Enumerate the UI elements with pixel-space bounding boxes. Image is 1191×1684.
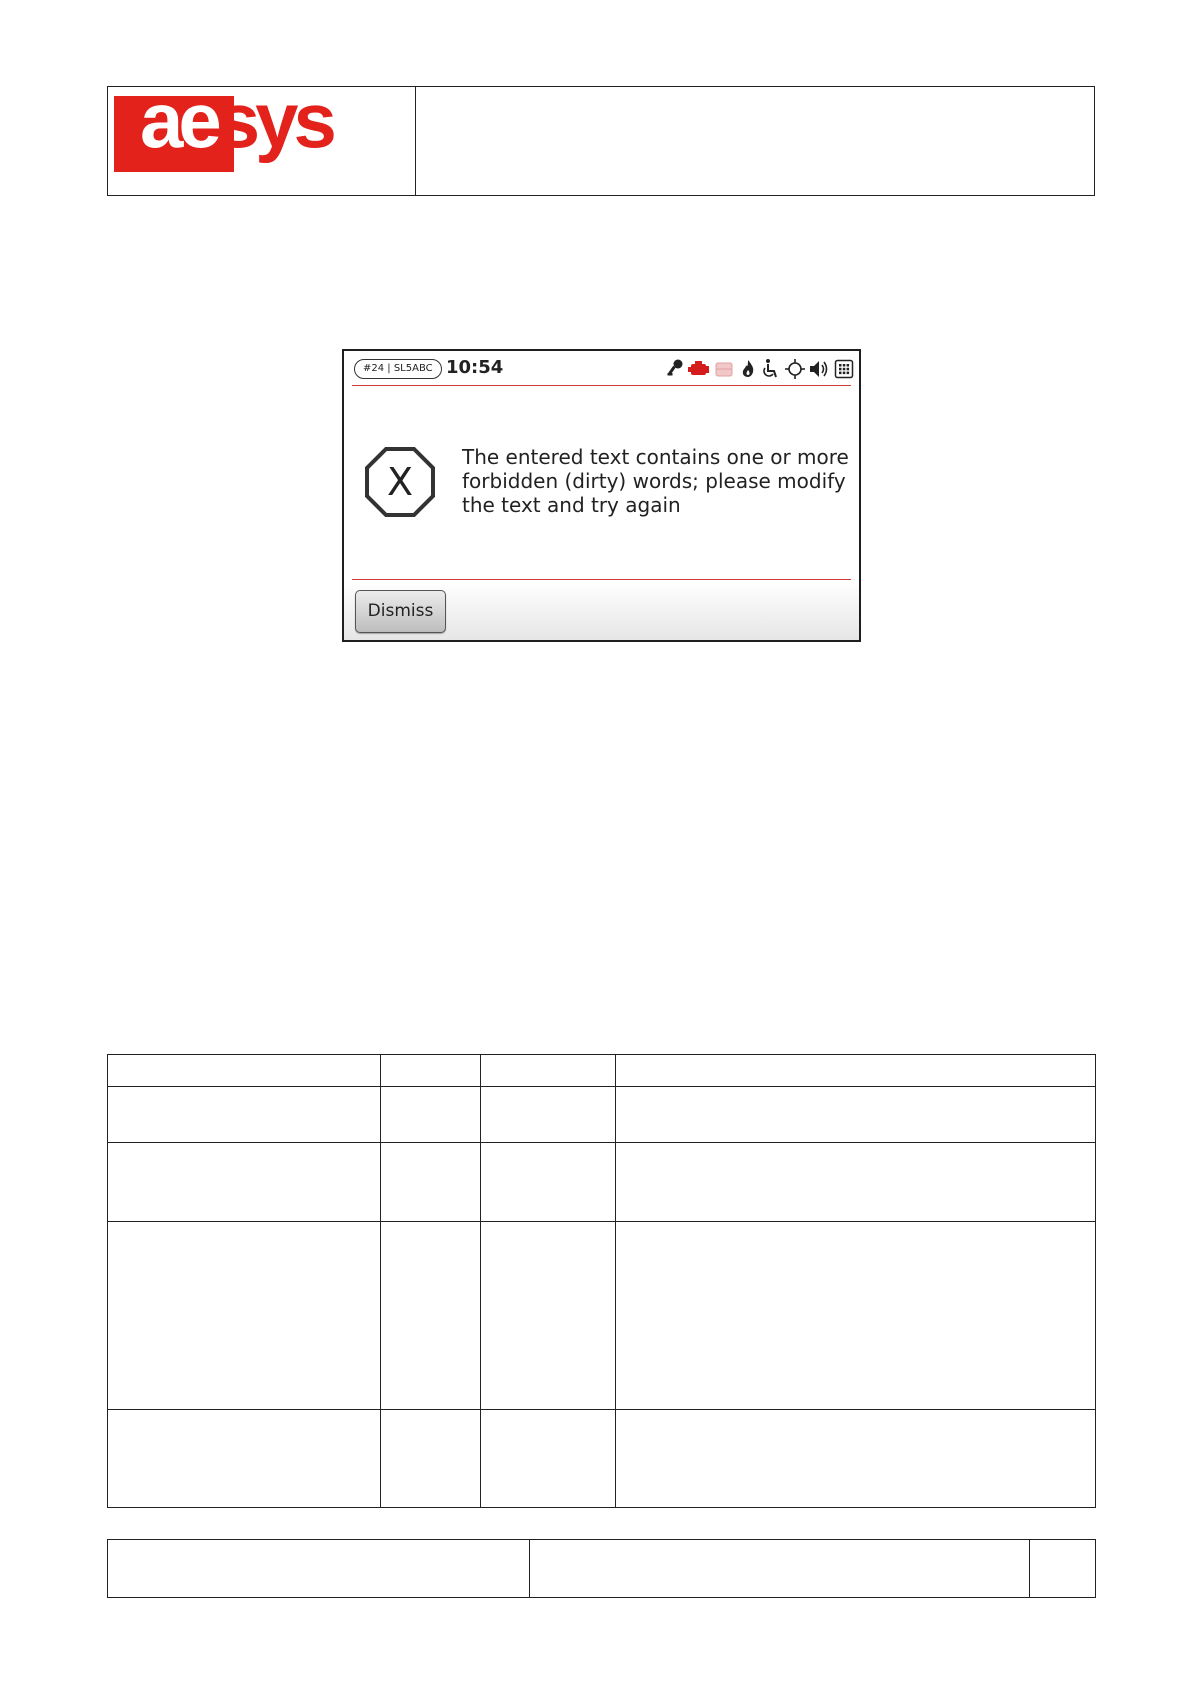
logo-wordmark bbox=[140, 76, 332, 164]
table-cell bbox=[381, 1222, 481, 1410]
table-cell bbox=[381, 1087, 481, 1143]
screen-divider-top bbox=[352, 385, 851, 386]
table-cell bbox=[616, 1410, 1096, 1508]
aesys-logo bbox=[114, 76, 374, 175]
fire-icon bbox=[740, 357, 756, 381]
table-cell bbox=[481, 1410, 616, 1508]
device-id-badge: #24 | SL5ABC bbox=[354, 359, 442, 379]
table-cell bbox=[481, 1222, 616, 1410]
header-divider bbox=[415, 86, 416, 196]
engine-icon bbox=[688, 357, 710, 381]
error-octagon-icon bbox=[364, 446, 436, 518]
footer-page-cell bbox=[1030, 1540, 1096, 1598]
error-message: The entered text contains one or more forbidden (dirty) words; please modify the text and try again bbox=[462, 445, 849, 517]
footer-cell bbox=[108, 1540, 530, 1598]
logo-text-white: ae bbox=[140, 76, 217, 164]
footer-row bbox=[108, 1540, 1096, 1598]
table-cell bbox=[108, 1410, 381, 1508]
screen-divider-bottom bbox=[352, 579, 851, 580]
device-screen bbox=[342, 349, 861, 642]
status-icon-bar bbox=[666, 357, 856, 381]
table-cell bbox=[108, 1222, 381, 1410]
table-cell bbox=[381, 1055, 481, 1087]
table-row bbox=[108, 1143, 1096, 1222]
wheelchair-icon bbox=[760, 357, 780, 381]
table-row bbox=[108, 1222, 1096, 1410]
table-cell bbox=[108, 1055, 381, 1087]
door-icon bbox=[714, 357, 734, 381]
table-cell bbox=[381, 1143, 481, 1222]
table-row bbox=[108, 1087, 1096, 1143]
table-header-row bbox=[108, 1055, 1096, 1087]
svg-text:X: X bbox=[386, 460, 414, 504]
table-row bbox=[108, 1410, 1096, 1508]
data-table bbox=[107, 1054, 1096, 1508]
key-icon bbox=[666, 357, 684, 381]
document-footer bbox=[107, 1539, 1096, 1598]
table-cell bbox=[616, 1087, 1096, 1143]
table-cell bbox=[616, 1222, 1096, 1410]
speaker-icon bbox=[808, 357, 830, 381]
table-cell bbox=[481, 1087, 616, 1143]
logo-text-red: sys bbox=[216, 76, 332, 164]
table-cell bbox=[616, 1055, 1096, 1087]
gps-icon bbox=[784, 357, 806, 381]
clock: 10:54 bbox=[446, 357, 504, 378]
keypad-icon bbox=[834, 357, 854, 381]
table-cell bbox=[481, 1055, 616, 1087]
table-cell bbox=[481, 1143, 616, 1222]
footer-cell bbox=[530, 1540, 1030, 1598]
dismiss-button[interactable]: Dismiss bbox=[355, 590, 446, 633]
table-cell bbox=[108, 1087, 381, 1143]
table-cell bbox=[381, 1410, 481, 1508]
table-cell bbox=[616, 1143, 1096, 1222]
table-cell bbox=[108, 1143, 381, 1222]
